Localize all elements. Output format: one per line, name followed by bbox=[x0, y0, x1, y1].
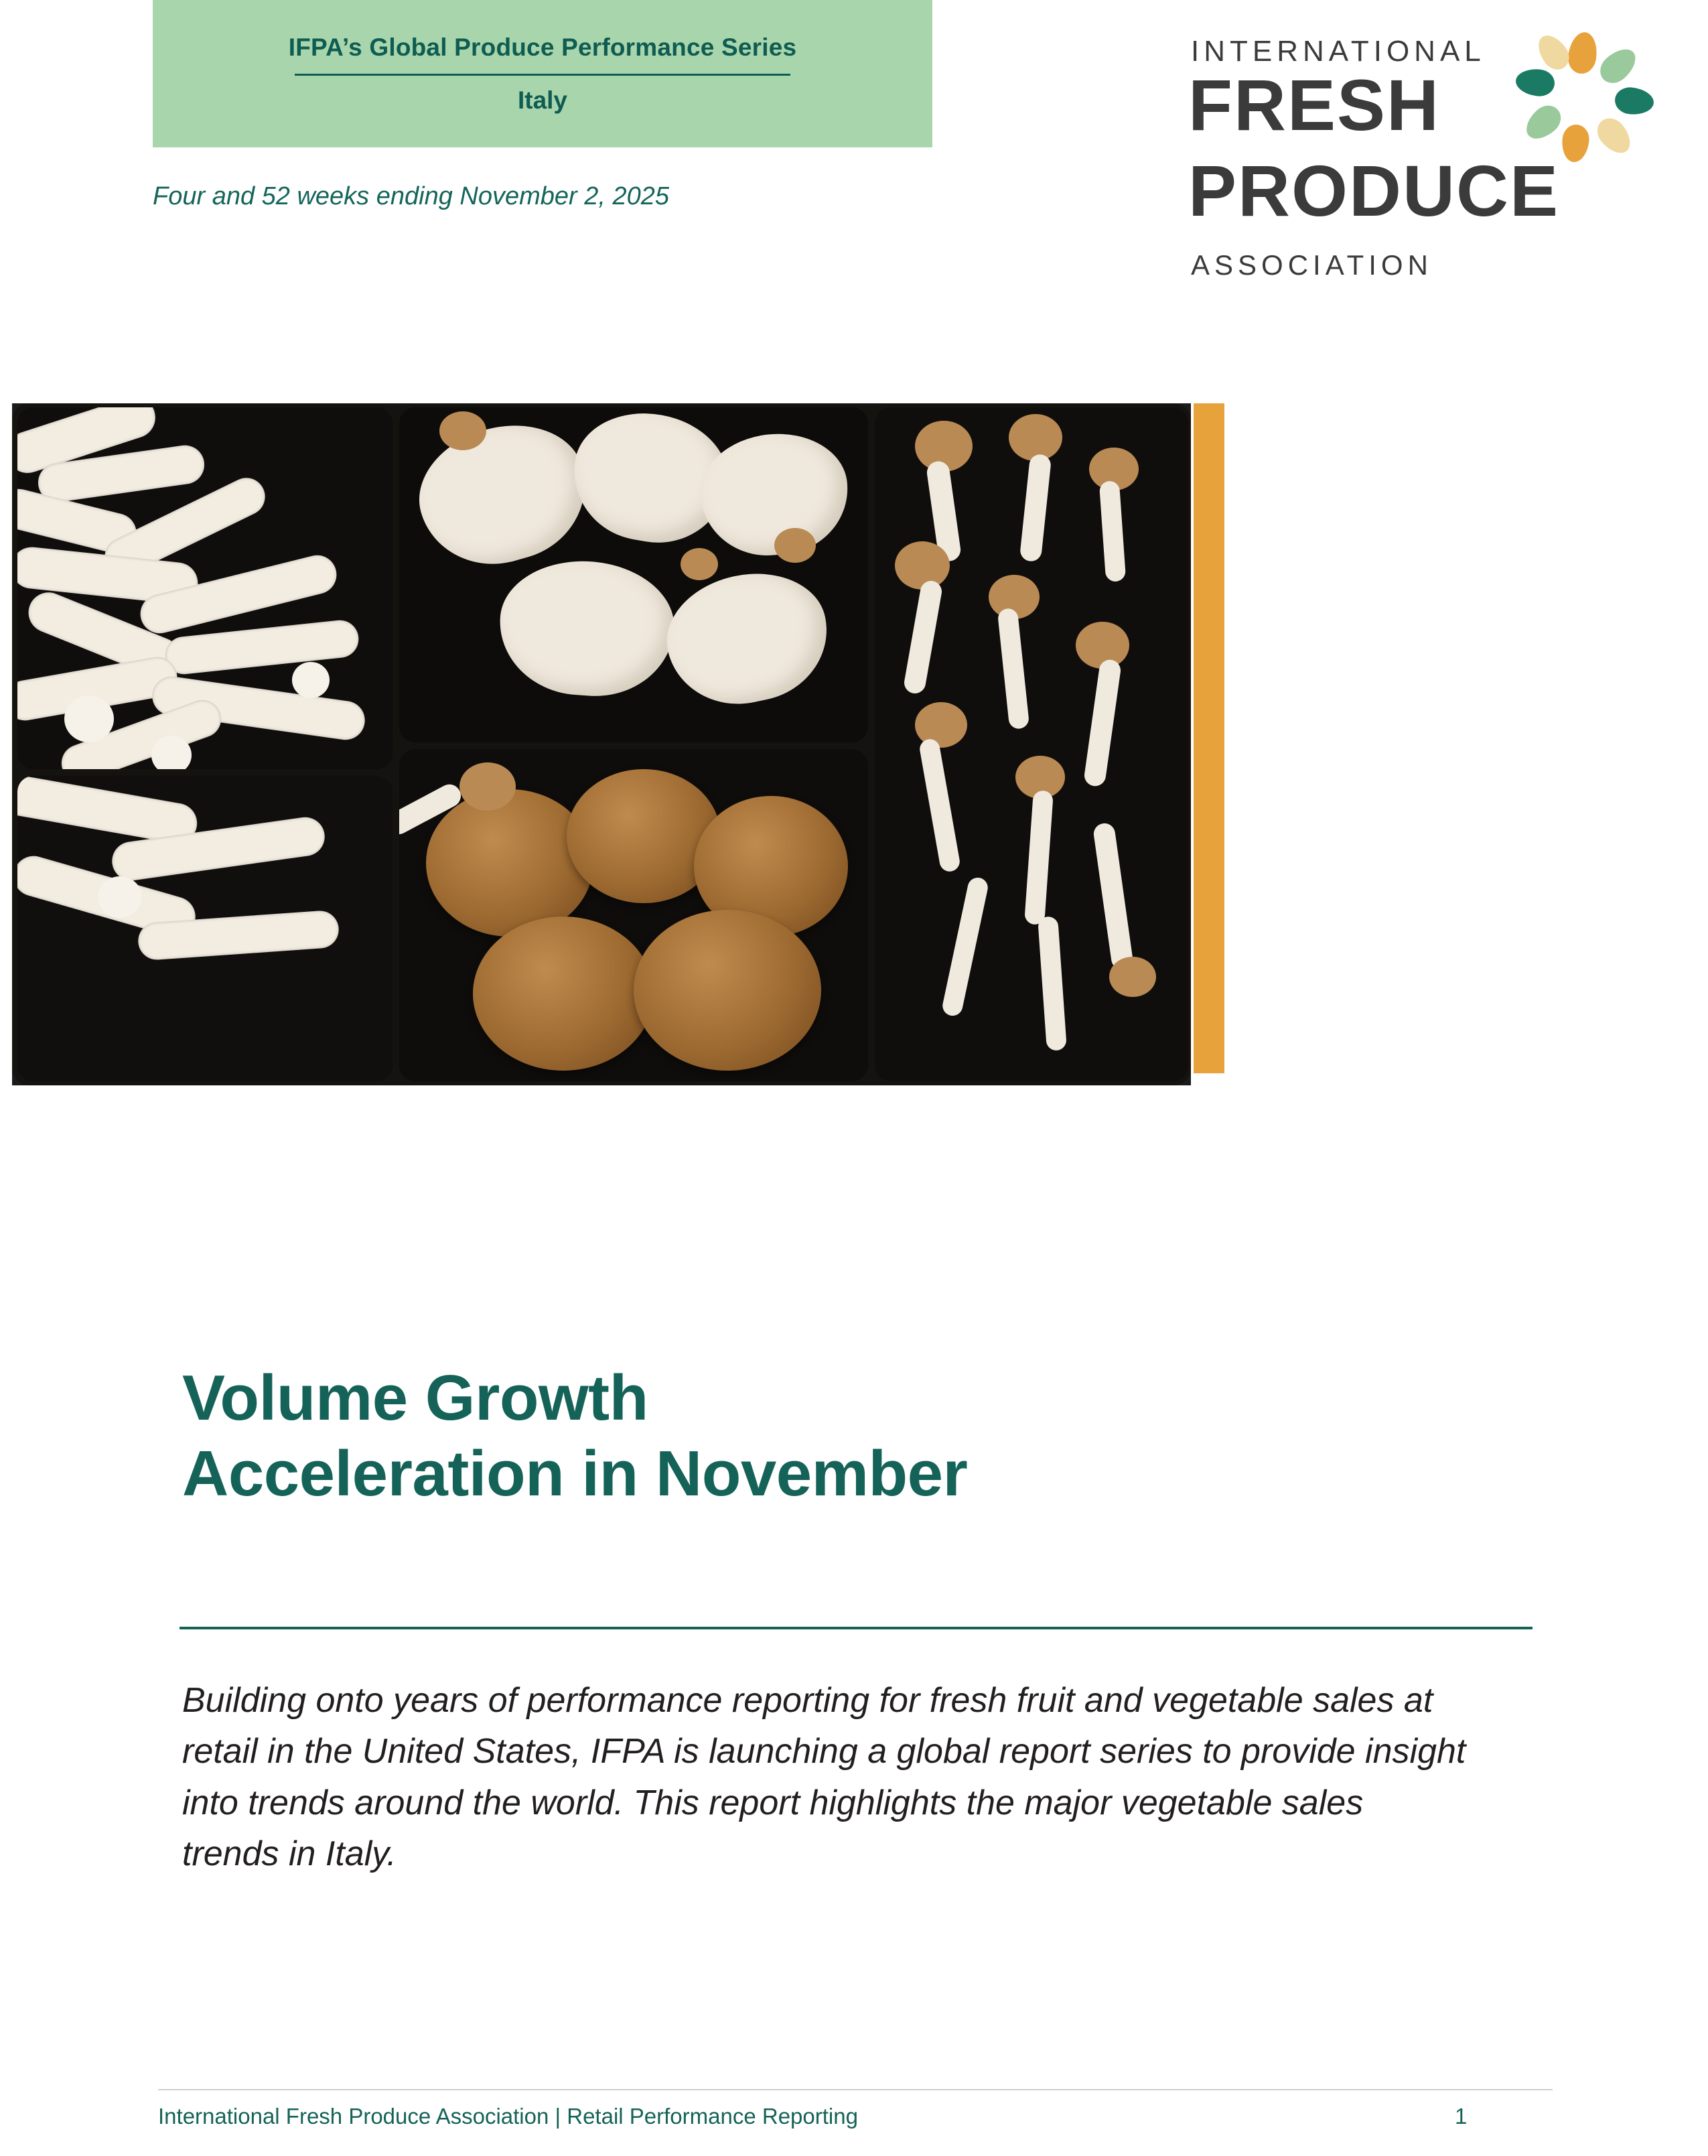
footer-attribution: International Fresh Produce Association | Retail Performance Reporting bbox=[158, 2104, 858, 2129]
logo-line-fresh: FRESH bbox=[1188, 64, 1441, 145]
logo-line-international: INTERNATIONAL bbox=[1191, 35, 1486, 68]
page-title-line-1: Volume Growth bbox=[182, 1362, 648, 1434]
tray-cell-shiitake bbox=[399, 749, 868, 1081]
country-title: Italy bbox=[517, 86, 568, 114]
series-title: IFPA’s Global Produce Performance Series bbox=[288, 33, 797, 61]
tray-cell-enoki-lower bbox=[17, 776, 393, 1081]
tray-cell-king-oyster bbox=[399, 407, 868, 742]
ifpa-logo bbox=[1186, 16, 1654, 297]
header-divider bbox=[295, 74, 790, 76]
footer-divider bbox=[158, 2089, 1553, 2090]
report-period: Four and 52 weeks ending November 2, 2025 bbox=[153, 182, 670, 210]
title-divider bbox=[180, 1627, 1533, 1629]
page-title bbox=[182, 1360, 1495, 1512]
report-header-band bbox=[153, 0, 932, 147]
intro-paragraph: Building onto years of performance reporting for fresh fruit and vegetable sales at retail in the United States, IFPA is launching a global report series to provide insight into trends around the world. This report highlights the major vegetable sales trends in Italy. bbox=[182, 1681, 1466, 1874]
logo-line-produce: PRODUCE bbox=[1188, 150, 1560, 231]
page-title-line-2: Acceleration in November bbox=[182, 1438, 968, 1510]
mixed-mushroom-tray-photo bbox=[12, 403, 1191, 1085]
tray-cell-shimeji bbox=[875, 407, 1188, 1081]
footer-page-number: 1 bbox=[1455, 2104, 1468, 2129]
logo-line-association: ASSOCIATION bbox=[1191, 249, 1433, 281]
hero-accent-bar bbox=[1194, 403, 1224, 1073]
leaf-circle-mark-icon bbox=[1520, 32, 1648, 159]
tray-cell-enoki-left bbox=[17, 407, 393, 769]
